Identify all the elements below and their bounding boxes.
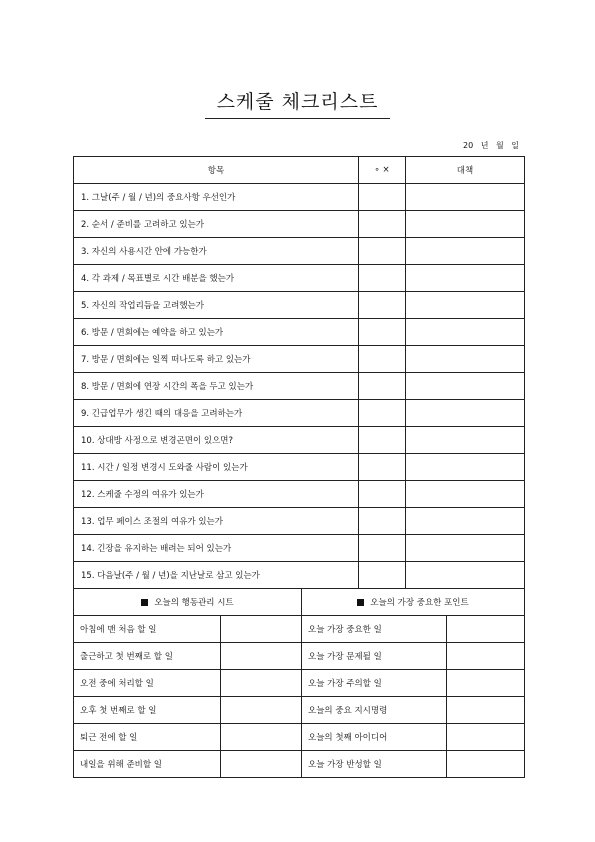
check-cell[interactable] <box>359 319 406 346</box>
page-title: 스케줄 체크리스트 <box>205 90 390 119</box>
checklist-row <box>74 400 525 427</box>
action-cell[interactable] <box>406 184 525 211</box>
square-bullet-icon <box>141 599 148 606</box>
key-point-entry[interactable] <box>447 670 525 697</box>
checklist-row <box>74 535 525 562</box>
key-point-entry[interactable] <box>447 616 525 643</box>
key-point-label: 오늘의 첫째 아이디어 <box>302 724 447 751</box>
check-column-header: ∘ × <box>359 157 406 184</box>
checklist-row <box>74 319 525 346</box>
checklist-item-label: 15. 다음날(주 / 월 / 년)을 지난날로 삼고 있는가 <box>74 562 359 589</box>
key-point-label: 오늘의 중요 지시명령 <box>302 697 447 724</box>
date-line: 20 년 월 일 <box>463 141 519 150</box>
checklist-row <box>74 346 525 373</box>
checklist-item-label: 12. 스케줄 수정의 여유가 있는가 <box>74 481 359 508</box>
daily-sheet-row <box>74 751 525 778</box>
checklist-row <box>74 508 525 535</box>
checklist-row <box>74 454 525 481</box>
item-column-header: 항목 <box>74 157 359 184</box>
behavior-task-entry[interactable] <box>221 643 302 670</box>
key-point-label: 오늘 가장 주의할 일 <box>302 670 447 697</box>
checklist-body <box>74 184 525 589</box>
check-cell[interactable] <box>359 238 406 265</box>
action-column-header: 대책 <box>406 157 525 184</box>
behavior-sheet-header <box>74 589 302 616</box>
check-cell[interactable] <box>359 427 406 454</box>
action-cell[interactable] <box>406 292 525 319</box>
behavior-task-label: 출근하고 첫 번째로 할 일 <box>74 643 221 670</box>
action-cell[interactable] <box>406 562 525 589</box>
square-bullet-icon <box>357 599 364 606</box>
daily-sheet-row <box>74 697 525 724</box>
action-cell[interactable] <box>406 265 525 292</box>
check-cell[interactable] <box>359 346 406 373</box>
behavior-task-entry[interactable] <box>221 670 302 697</box>
check-cell[interactable] <box>359 481 406 508</box>
behavior-task-label: 퇴근 전에 할 일 <box>74 724 221 751</box>
checklist-item-label: 2. 순서 / 준비를 고려하고 있는가 <box>74 211 359 238</box>
checklist-row <box>74 238 525 265</box>
key-point-entry[interactable] <box>447 643 525 670</box>
checklist-row <box>74 427 525 454</box>
behavior-task-entry[interactable] <box>221 697 302 724</box>
key-point-label: 오늘 가장 중요한 일 <box>302 616 447 643</box>
check-cell[interactable] <box>359 265 406 292</box>
key-point-label: 오늘 가장 문제될 일 <box>302 643 447 670</box>
checklist-item-label: 9. 긴급업무가 생긴 때의 대응을 고려하는가 <box>74 400 359 427</box>
checklist-item-label: 13. 업무 페이스 조절의 여유가 있는가 <box>74 508 359 535</box>
checklist-item-label: 10. 상대방 사정으로 변경곤면이 있으면? <box>74 427 359 454</box>
behavior-task-label: 내일을 위해 준비할 일 <box>74 751 221 778</box>
action-cell[interactable] <box>406 481 525 508</box>
checklist-row <box>74 184 525 211</box>
checklist-row <box>74 373 525 400</box>
key-point-label: 오늘 가장 반성할 일 <box>302 751 447 778</box>
checklist-row <box>74 211 525 238</box>
checklist-item-label: 7. 방문 / 면회에는 일찍 떠나도록 하고 있는가 <box>74 346 359 373</box>
checklist-item-label: 14. 긴장을 유지하는 배려는 되어 있는가 <box>74 535 359 562</box>
behavior-task-entry[interactable] <box>221 751 302 778</box>
checklist-item-label: 3. 자신의 사용시간 안에 가능한가 <box>74 238 359 265</box>
action-cell[interactable] <box>406 238 525 265</box>
check-cell[interactable] <box>359 292 406 319</box>
checklist-row <box>74 292 525 319</box>
action-cell[interactable] <box>406 211 525 238</box>
key-point-entry[interactable] <box>447 724 525 751</box>
checklist-row <box>74 562 525 589</box>
check-cell[interactable] <box>359 400 406 427</box>
behavior-task-label: 오후 첫 번째로 할 일 <box>74 697 221 724</box>
key-point-entry[interactable] <box>447 751 525 778</box>
check-cell[interactable] <box>359 562 406 589</box>
checklist-item-label: 1. 그날(주 / 월 / 년)의 중요사항 우선인가 <box>74 184 359 211</box>
daily-sheet-row <box>74 670 525 697</box>
checklist-item-label: 4. 각 과제 / 목표별로 시간 배분을 했는가 <box>74 265 359 292</box>
daily-sheet-table <box>73 588 525 778</box>
action-cell[interactable] <box>406 373 525 400</box>
behavior-sheet-title: 오늘의 행동관리 시트 <box>154 598 234 608</box>
action-cell[interactable] <box>406 508 525 535</box>
action-cell[interactable] <box>406 319 525 346</box>
key-points-title: 오늘의 가장 중요한 포인트 <box>370 598 469 608</box>
checklist-header-row <box>74 157 525 184</box>
daily-sheet-body <box>74 589 525 778</box>
action-cell[interactable] <box>406 454 525 481</box>
checklist-item-label: 8. 방문 / 면회에 연장 시간의 폭을 두고 있는가 <box>74 373 359 400</box>
checklist-item-label: 11. 시간 / 일정 변경시 도와줄 사람이 있는가 <box>74 454 359 481</box>
behavior-task-label: 오전 중에 처리할 일 <box>74 670 221 697</box>
key-points-header <box>302 589 525 616</box>
action-cell[interactable] <box>406 346 525 373</box>
section-header-row <box>74 589 525 616</box>
check-cell[interactable] <box>359 211 406 238</box>
checklist-item-label: 5. 자신의 작업리듬을 고려했는가 <box>74 292 359 319</box>
check-cell[interactable] <box>359 508 406 535</box>
action-cell[interactable] <box>406 400 525 427</box>
daily-sheet-row <box>74 616 525 643</box>
check-cell[interactable] <box>359 535 406 562</box>
checklist-item-label: 6. 방문 / 면회에는 예약을 하고 있는가 <box>74 319 359 346</box>
checklist-row <box>74 265 525 292</box>
action-cell[interactable] <box>406 427 525 454</box>
checklist-table <box>73 156 525 589</box>
key-point-entry[interactable] <box>447 697 525 724</box>
check-cell[interactable] <box>359 184 406 211</box>
check-cell[interactable] <box>359 373 406 400</box>
behavior-task-label: 아침에 맨 처음 할 일 <box>74 616 221 643</box>
daily-sheet-row <box>74 643 525 670</box>
action-cell[interactable] <box>406 535 525 562</box>
daily-sheet-row <box>74 724 525 751</box>
checklist-row <box>74 481 525 508</box>
behavior-task-entry[interactable] <box>221 724 302 751</box>
behavior-task-entry[interactable] <box>221 616 302 643</box>
check-cell[interactable] <box>359 454 406 481</box>
